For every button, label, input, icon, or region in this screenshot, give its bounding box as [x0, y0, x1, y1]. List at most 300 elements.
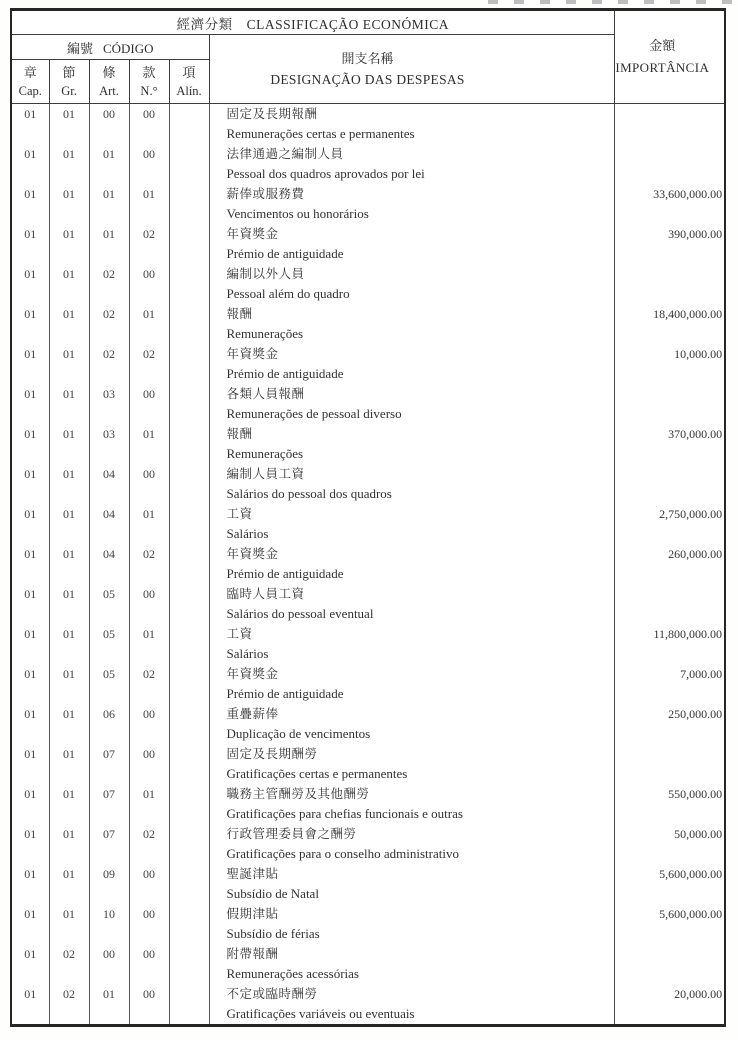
- entry-row-pt: [11, 444, 725, 464]
- column-header-cap: [11, 60, 49, 104]
- cell-alin: [169, 464, 209, 484]
- cell-alin-empty: [169, 804, 209, 824]
- cell-cap-empty: [11, 724, 49, 744]
- cell-cap: 01: [11, 384, 49, 404]
- entry-row-zh: [11, 384, 725, 404]
- cell-amount-empty: [614, 804, 725, 824]
- column-header-gr-zh: 節: [62, 64, 76, 80]
- column-header-art-pt: Art.: [99, 83, 119, 98]
- cell-art-empty: [89, 884, 129, 904]
- cell-art-empty: [89, 684, 129, 704]
- entry-row-pt: [11, 804, 725, 824]
- cell-art-empty: [89, 1004, 129, 1026]
- cell-alin-empty: [169, 284, 209, 304]
- cell-designation-pt: Salários do pessoal dos quadros: [209, 484, 614, 504]
- cell-art: 09: [89, 864, 129, 884]
- cell-art-empty: [89, 324, 129, 344]
- cell-gr: 01: [49, 584, 89, 604]
- cell-art-empty: [89, 244, 129, 264]
- cell-gr: 02: [49, 944, 89, 964]
- entry-row-pt: [11, 884, 725, 904]
- cell-art-empty: [89, 284, 129, 304]
- cell-alin: [169, 664, 209, 684]
- cell-designation-pt: Prémio de antiguidade: [209, 244, 614, 264]
- cell-cap: 01: [11, 464, 49, 484]
- cell-alin-empty: [169, 644, 209, 664]
- entry-row-pt: [11, 124, 725, 144]
- cell-amount: 250,000.00: [668, 707, 723, 721]
- cell-art-empty: [89, 164, 129, 184]
- cell-alin: [169, 784, 209, 804]
- cell-cap: 01: [11, 984, 49, 1004]
- cropped-page-header-fragment: [488, 0, 734, 4]
- entry-row-zh: [11, 624, 725, 644]
- cell-designation-pt: Gratificações certas e permanentes: [209, 764, 614, 784]
- cell-cap: 01: [11, 624, 49, 644]
- entry-row-zh: [11, 704, 725, 724]
- cell-art-empty: [89, 124, 129, 144]
- entry-row-zh: [11, 504, 725, 524]
- cell-gr: 01: [49, 744, 89, 764]
- column-header-art-zh: 條: [102, 64, 116, 80]
- cell-n-empty: [129, 484, 169, 504]
- cell-designation-zh: 不定或臨時酬勞: [209, 984, 614, 1004]
- cell-cap-empty: [11, 564, 49, 584]
- cell-cap: 01: [11, 904, 49, 924]
- cell-cap-empty: [11, 684, 49, 704]
- cell-gr: 01: [49, 544, 89, 564]
- entry-row-pt: [11, 164, 725, 184]
- cell-n: 02: [129, 544, 169, 564]
- cell-designation-zh: 年資獎金: [209, 224, 614, 244]
- cell-gr-empty: [49, 484, 89, 504]
- cell-alin-empty: [169, 444, 209, 464]
- entry-row-pt: [11, 844, 725, 864]
- cell-cap-empty: [11, 964, 49, 984]
- cell-art: 00: [89, 104, 129, 125]
- cell-art-empty: [89, 964, 129, 984]
- cell-designation-pt: Prémio de antiguidade: [209, 564, 614, 584]
- cell-amount: 18,400,000.00: [653, 307, 723, 321]
- cell-amount-empty: [614, 164, 725, 184]
- cell-cap-empty: [11, 404, 49, 424]
- cell-n-empty: [129, 444, 169, 464]
- cell-cap: 01: [11, 864, 49, 884]
- cell-art: 01: [89, 184, 129, 204]
- cell-amount: 390,000.00: [668, 227, 723, 241]
- cell-alin-empty: [169, 364, 209, 384]
- cell-art: 02: [89, 264, 129, 284]
- cell-gr-empty: [49, 164, 89, 184]
- cell-amount: 5,600,000.00: [659, 907, 723, 921]
- cell-designation-zh: 固定及長期報酬: [209, 104, 614, 125]
- cell-cap-empty: [11, 644, 49, 664]
- column-header-alin: [169, 60, 209, 104]
- cell-designation-zh: 編制以外人員: [209, 264, 614, 284]
- cell-n-empty: [129, 244, 169, 264]
- cell-designation-pt: Gratificações variáveis ou eventuais: [209, 1004, 614, 1026]
- cell-gr: 01: [49, 824, 89, 844]
- cell-art: 04: [89, 544, 129, 564]
- cell-alin: [169, 904, 209, 924]
- cell-cap: 01: [11, 144, 49, 164]
- cell-gr: 01: [49, 664, 89, 684]
- cell-gr-empty: [49, 844, 89, 864]
- cell-amount: [614, 464, 725, 484]
- cell-designation-zh: 編制人員工資: [209, 464, 614, 484]
- entry-row-zh: [11, 784, 725, 804]
- cell-designation-pt: Gratificações para o conselho administrativo: [209, 844, 614, 864]
- entry-row-pt: [11, 1004, 725, 1026]
- cell-gr-empty: [49, 204, 89, 224]
- cell-designation-pt: Pessoal além do quadro: [209, 284, 614, 304]
- cell-cap: 01: [11, 824, 49, 844]
- cell-cap-empty: [11, 484, 49, 504]
- cell-designation-pt: Pessoal dos quadros aprovados por lei: [209, 164, 614, 184]
- entry-row-zh: [11, 144, 725, 164]
- cell-amount-empty: [614, 284, 725, 304]
- economic-classification-table: [10, 8, 726, 1027]
- cell-gr: 01: [49, 424, 89, 444]
- cell-art: 02: [89, 304, 129, 324]
- entry-row-zh: [11, 664, 725, 684]
- cell-n: 01: [129, 624, 169, 644]
- cell-art: 05: [89, 664, 129, 684]
- cell-cap-empty: [11, 524, 49, 544]
- cell-alin-empty: [169, 204, 209, 224]
- cell-alin: [169, 344, 209, 364]
- cell-cap-empty: [11, 924, 49, 944]
- cell-n: 01: [129, 424, 169, 444]
- cell-art: 05: [89, 624, 129, 644]
- cell-gr: 01: [49, 384, 89, 404]
- cell-amount-empty: [614, 764, 725, 784]
- cell-designation-pt: Vencimentos ou honorários: [209, 204, 614, 224]
- cell-alin: [169, 984, 209, 1004]
- cell-art-empty: [89, 724, 129, 744]
- column-header-gr-pt: Gr.: [61, 83, 77, 98]
- cell-gr: 01: [49, 224, 89, 244]
- cell-cap-empty: [11, 324, 49, 344]
- cell-n-empty: [129, 724, 169, 744]
- cell-art: 07: [89, 784, 129, 804]
- cell-gr-empty: [49, 724, 89, 744]
- cell-n-empty: [129, 964, 169, 984]
- entry-row-pt: [11, 324, 725, 344]
- cell-art: 07: [89, 744, 129, 764]
- cell-art: 10: [89, 904, 129, 924]
- cell-n: 00: [129, 704, 169, 724]
- cell-n-empty: [129, 564, 169, 584]
- cell-designation-pt: Subsídio de Natal: [209, 884, 614, 904]
- cell-n-empty: [129, 364, 169, 384]
- cell-alin: [169, 944, 209, 964]
- cell-cap-empty: [11, 604, 49, 624]
- cell-amount-empty: [614, 884, 725, 904]
- cell-alin-empty: [169, 604, 209, 624]
- cell-amount: 370,000.00: [668, 427, 723, 441]
- cell-gr-empty: [49, 444, 89, 464]
- cell-designation-zh: 各類人員報酬: [209, 384, 614, 404]
- cell-designation-zh: 年資獎金: [209, 544, 614, 564]
- column-header-n-zh: 款: [142, 64, 156, 80]
- column-header-n: [129, 60, 169, 104]
- entry-row-zh: [11, 264, 725, 284]
- table-title: [11, 10, 614, 35]
- entry-row-zh: [11, 464, 725, 484]
- cell-designation-zh: 報酬: [209, 424, 614, 444]
- cell-n-empty: [129, 284, 169, 304]
- cell-designation-zh: 行政管理委員會之酬勞: [209, 824, 614, 844]
- cell-designation-zh: 職務主管酬勞及其他酬勞: [209, 784, 614, 804]
- cell-alin-empty: [169, 924, 209, 944]
- cell-n-empty: [129, 164, 169, 184]
- cell-designation-pt: Gratificações para chefias funcionais e outras: [209, 804, 614, 824]
- cell-designation-pt: Salários: [209, 644, 614, 664]
- entry-row-pt: [11, 364, 725, 384]
- cell-designation-zh: 臨時人員工資: [209, 584, 614, 604]
- entry-row-pt: [11, 244, 725, 264]
- entry-row-pt: [11, 524, 725, 544]
- cell-amount: 20,000.00: [674, 987, 723, 1001]
- cell-alin: [169, 704, 209, 724]
- cell-gr: 01: [49, 624, 89, 644]
- cell-alin-empty: [169, 724, 209, 744]
- table-header: [11, 10, 725, 104]
- cell-cap: 01: [11, 664, 49, 684]
- cell-amount-empty: [614, 124, 725, 144]
- cell-art-empty: [89, 604, 129, 624]
- cell-amount-empty: [614, 484, 725, 504]
- cell-gr-empty: [49, 1004, 89, 1026]
- cell-gr: 01: [49, 104, 89, 125]
- cell-amount: 260,000.00: [668, 547, 723, 561]
- cell-alin-empty: [169, 324, 209, 344]
- cell-gr-empty: [49, 684, 89, 704]
- cell-designation-pt: Subsídio de férias: [209, 924, 614, 944]
- cell-alin: [169, 224, 209, 244]
- entry-row-zh: [11, 904, 725, 924]
- cell-n-empty: [129, 524, 169, 544]
- cell-n: 00: [129, 584, 169, 604]
- cell-alin: [169, 384, 209, 404]
- cell-gr-empty: [49, 764, 89, 784]
- cell-designation-pt: Prémio de antiguidade: [209, 684, 614, 704]
- cell-designation-pt: Remunerações certas e permanentes: [209, 124, 614, 144]
- cell-gr: 01: [49, 864, 89, 884]
- cell-art: 03: [89, 384, 129, 404]
- cell-amount: 50,000.00: [674, 827, 723, 841]
- entry-row-zh: [11, 184, 725, 204]
- cell-amount-empty: [614, 204, 725, 224]
- cell-designation-pt: Salários: [209, 524, 614, 544]
- cell-amount: [614, 384, 725, 404]
- cell-cap: 01: [11, 544, 49, 564]
- cell-alin-empty: [169, 244, 209, 264]
- cell-cap-empty: [11, 1004, 49, 1026]
- cell-amount: [614, 584, 725, 604]
- cell-art-empty: [89, 924, 129, 944]
- cell-gr-empty: [49, 324, 89, 344]
- cell-gr-empty: [49, 884, 89, 904]
- cell-gr-empty: [49, 524, 89, 544]
- cell-gr-empty: [49, 124, 89, 144]
- cell-designation-zh: 薪俸或服務費: [209, 184, 614, 204]
- cell-amount-empty: [614, 564, 725, 584]
- cell-amount: 5,600,000.00: [659, 867, 723, 881]
- entry-row-zh: [11, 864, 725, 884]
- cell-art: 03: [89, 424, 129, 444]
- cell-cap: 01: [11, 224, 49, 244]
- cell-n: 00: [129, 464, 169, 484]
- cell-cap: 01: [11, 584, 49, 604]
- cell-amount: [614, 944, 725, 964]
- column-header-n-pt: N.°: [140, 83, 158, 98]
- cell-n: 02: [129, 344, 169, 364]
- cell-gr: 01: [49, 184, 89, 204]
- entry-row-pt: [11, 284, 725, 304]
- cell-alin: [169, 744, 209, 764]
- cell-cap-empty: [11, 124, 49, 144]
- cell-gr: 01: [49, 144, 89, 164]
- code-header-pt: CÓDIGO: [102, 40, 154, 56]
- column-header-cap-zh: 章: [23, 64, 37, 80]
- entry-row-pt: [11, 724, 725, 744]
- cell-art: 01: [89, 984, 129, 1004]
- cell-n: 01: [129, 784, 169, 804]
- cell-gr: 01: [49, 704, 89, 724]
- cell-gr-empty: [49, 284, 89, 304]
- cell-alin: [169, 264, 209, 284]
- cell-n-empty: [129, 1004, 169, 1026]
- designation-header-zh: 開支名稱: [341, 51, 394, 66]
- cell-amount: [614, 104, 725, 125]
- column-header-alin-pt: Alín.: [176, 83, 202, 98]
- cell-cap: 01: [11, 704, 49, 724]
- cell-cap: 01: [11, 424, 49, 444]
- cell-designation-zh: 聖誕津貼: [209, 864, 614, 884]
- cell-gr-empty: [49, 404, 89, 424]
- cell-n: 00: [129, 744, 169, 764]
- cell-n: 01: [129, 304, 169, 324]
- cell-amount-empty: [614, 524, 725, 544]
- amount-header-pt: IMPORTÂNCIA: [615, 60, 710, 75]
- cell-alin: [169, 864, 209, 884]
- cell-amount-empty: [614, 644, 725, 664]
- cell-n-empty: [129, 764, 169, 784]
- cell-art-empty: [89, 564, 129, 584]
- entry-row-pt: [11, 684, 725, 704]
- cell-alin: [169, 544, 209, 564]
- cell-n: 00: [129, 104, 169, 125]
- cell-cap-empty: [11, 884, 49, 904]
- cell-designation-zh: 附帶報酬: [209, 944, 614, 964]
- cell-designation-pt: Remunerações: [209, 444, 614, 464]
- cell-gr-empty: [49, 644, 89, 664]
- cell-cap: 01: [11, 504, 49, 524]
- cell-cap-empty: [11, 844, 49, 864]
- cell-n: 02: [129, 664, 169, 684]
- cell-alin: [169, 104, 209, 125]
- cell-art-empty: [89, 844, 129, 864]
- cell-amount: [614, 144, 725, 164]
- cell-n-empty: [129, 604, 169, 624]
- cell-alin-empty: [169, 164, 209, 184]
- amount-column-header: [614, 10, 725, 104]
- entry-row-zh: [11, 104, 725, 125]
- code-header-zh: 編號: [66, 40, 93, 56]
- entry-row-pt: [11, 484, 725, 504]
- cell-designation-pt: Remunerações acessórias: [209, 964, 614, 984]
- cell-art: 01: [89, 144, 129, 164]
- cell-gr-empty: [49, 804, 89, 824]
- cell-gr: 01: [49, 904, 89, 924]
- cell-art-empty: [89, 644, 129, 664]
- cell-art: 01: [89, 224, 129, 244]
- cell-gr-empty: [49, 964, 89, 984]
- cell-amount-empty: [614, 364, 725, 384]
- cell-cap-empty: [11, 444, 49, 464]
- cell-cap-empty: [11, 244, 49, 264]
- cell-amount-empty: [614, 844, 725, 864]
- cell-n-empty: [129, 644, 169, 664]
- cell-gr-empty: [49, 564, 89, 584]
- cell-designation-zh: 工資: [209, 624, 614, 644]
- cell-amount-empty: [614, 404, 725, 424]
- cell-gr: 01: [49, 344, 89, 364]
- cell-designation-zh: 假期津貼: [209, 904, 614, 924]
- cell-designation-zh: 法律通過之編制人員: [209, 144, 614, 164]
- cell-cap-empty: [11, 764, 49, 784]
- cell-art: 05: [89, 584, 129, 604]
- cell-alin-empty: [169, 764, 209, 784]
- cell-alin-empty: [169, 844, 209, 864]
- cell-cap-empty: [11, 284, 49, 304]
- cell-n: 00: [129, 264, 169, 284]
- cell-art: 04: [89, 504, 129, 524]
- cell-amount-empty: [614, 1004, 725, 1026]
- cell-amount-empty: [614, 724, 725, 744]
- cell-art: 06: [89, 704, 129, 724]
- entry-row-zh: [11, 944, 725, 964]
- cell-cap: 01: [11, 344, 49, 364]
- cell-amount: [614, 264, 725, 284]
- cell-amount-empty: [614, 244, 725, 264]
- cell-alin: [169, 584, 209, 604]
- cell-designation-zh: 固定及長期酬勞: [209, 744, 614, 764]
- amount-header-zh: 金額: [649, 38, 676, 53]
- cell-alin: [169, 504, 209, 524]
- cell-amount-empty: [614, 324, 725, 344]
- cell-art-empty: [89, 524, 129, 544]
- cell-n-empty: [129, 124, 169, 144]
- cell-amount: [614, 744, 725, 764]
- cell-art-empty: [89, 204, 129, 224]
- cell-amount-empty: [614, 444, 725, 464]
- entry-row-pt: [11, 404, 725, 424]
- cell-n-empty: [129, 204, 169, 224]
- cell-n: 00: [129, 144, 169, 164]
- entry-row-zh: [11, 304, 725, 324]
- column-header-art: [89, 60, 129, 104]
- cell-amount-empty: [614, 604, 725, 624]
- column-header-cap-pt: Cap.: [18, 83, 42, 98]
- cell-n-empty: [129, 324, 169, 344]
- cell-gr: 01: [49, 784, 89, 804]
- cell-designation-zh: 報酬: [209, 304, 614, 324]
- cell-alin-empty: [169, 524, 209, 544]
- cell-alin: [169, 304, 209, 324]
